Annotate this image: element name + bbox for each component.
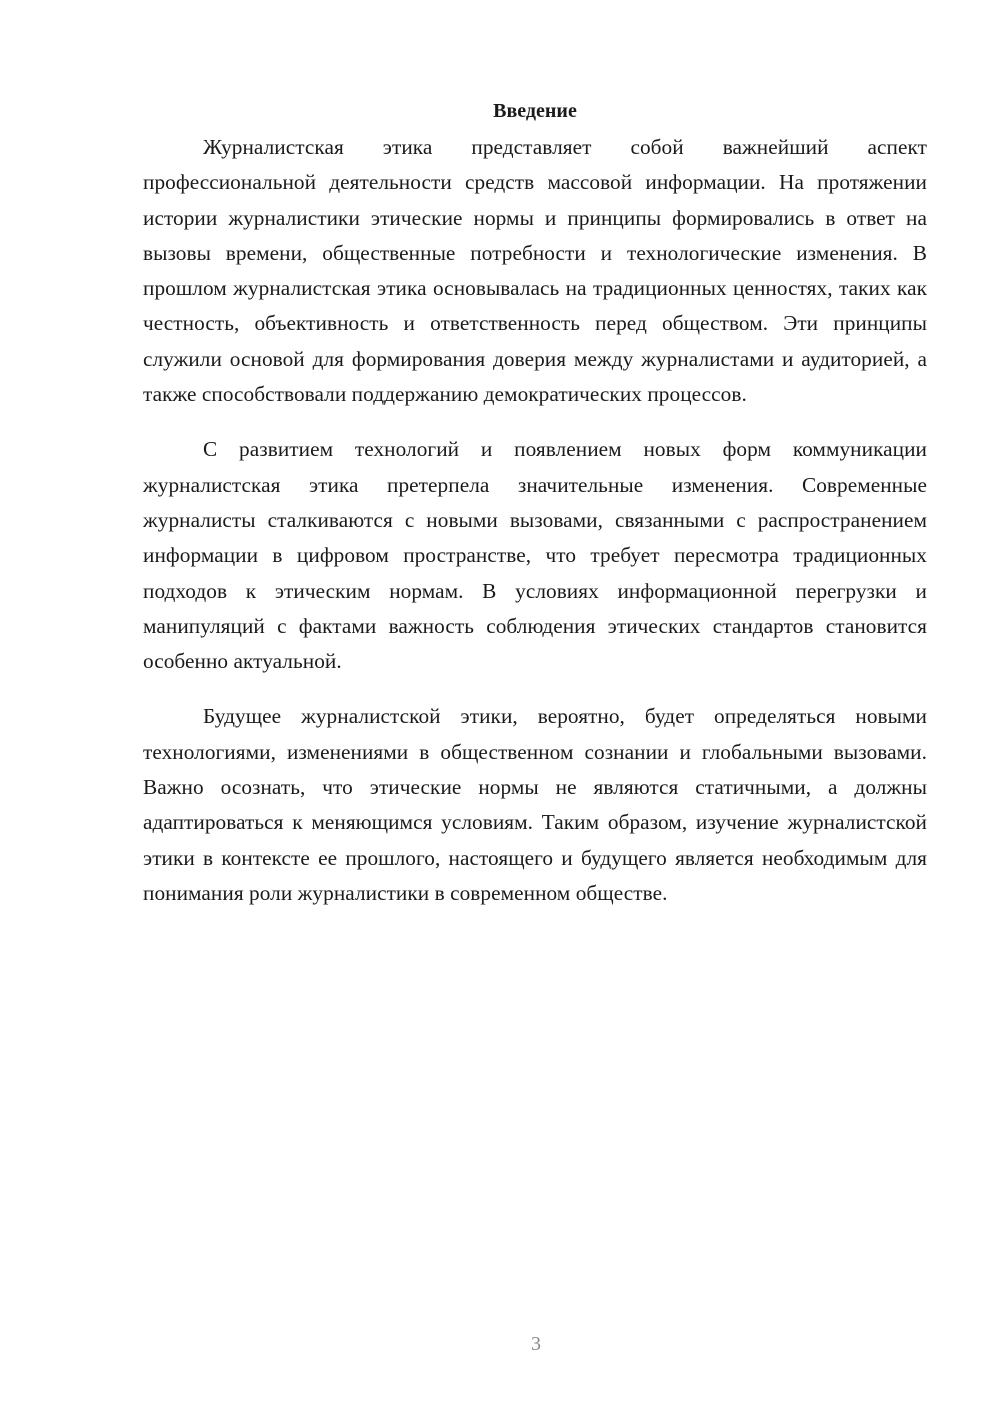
page-number: 3 [531,1333,541,1355]
section-title: Введение [493,100,577,122]
paragraph-3: Будущее журналистской этики, вероятно, будет определяться новыми технологиями, изменениями в общественном сознании и глобальными вызовами. Важно осознать, что этические нормы не являются статичными, а должны адаптироваться к меняющимся условиям. Таким образом, изучение журналистской этики в контексте ее прошлого, настоящего и будущего является необходимым для понимания роли журналистики в современном обществе. [143,704,927,905]
paragraph-2: С развитием технологий и появлением новых форм коммуникации журналистская этика претерпела значительные изменения. Современные журналисты сталкиваются с новыми вызовами, связанными с распространением информации в цифровом пространстве, что требует пересмотра традиционных подходов к этическим нормам. В условиях информационной перегрузки и манипуляций с фактами важность соблюдения этических стандартов становится особенно актуальной. [143,437,927,674]
page-content [143,96,927,931]
paragraph-1: Журналистская этика представляет собой важнейший аспект профессиональной деятельности средств массовой информации. На протяжении истории журналистики этические нормы и принципы формировались в ответ на вызовы времени, общественные потребности и технологические изменения. В прошлом журналистская этика основывалась на традиционных ценностях, таких как честность, объективность и ответственность перед обществом. Эти принципы служили основой для формирования доверия между журналистами и аудиторией, а также способствовали поддержанию демократических процессов. [143,135,927,407]
